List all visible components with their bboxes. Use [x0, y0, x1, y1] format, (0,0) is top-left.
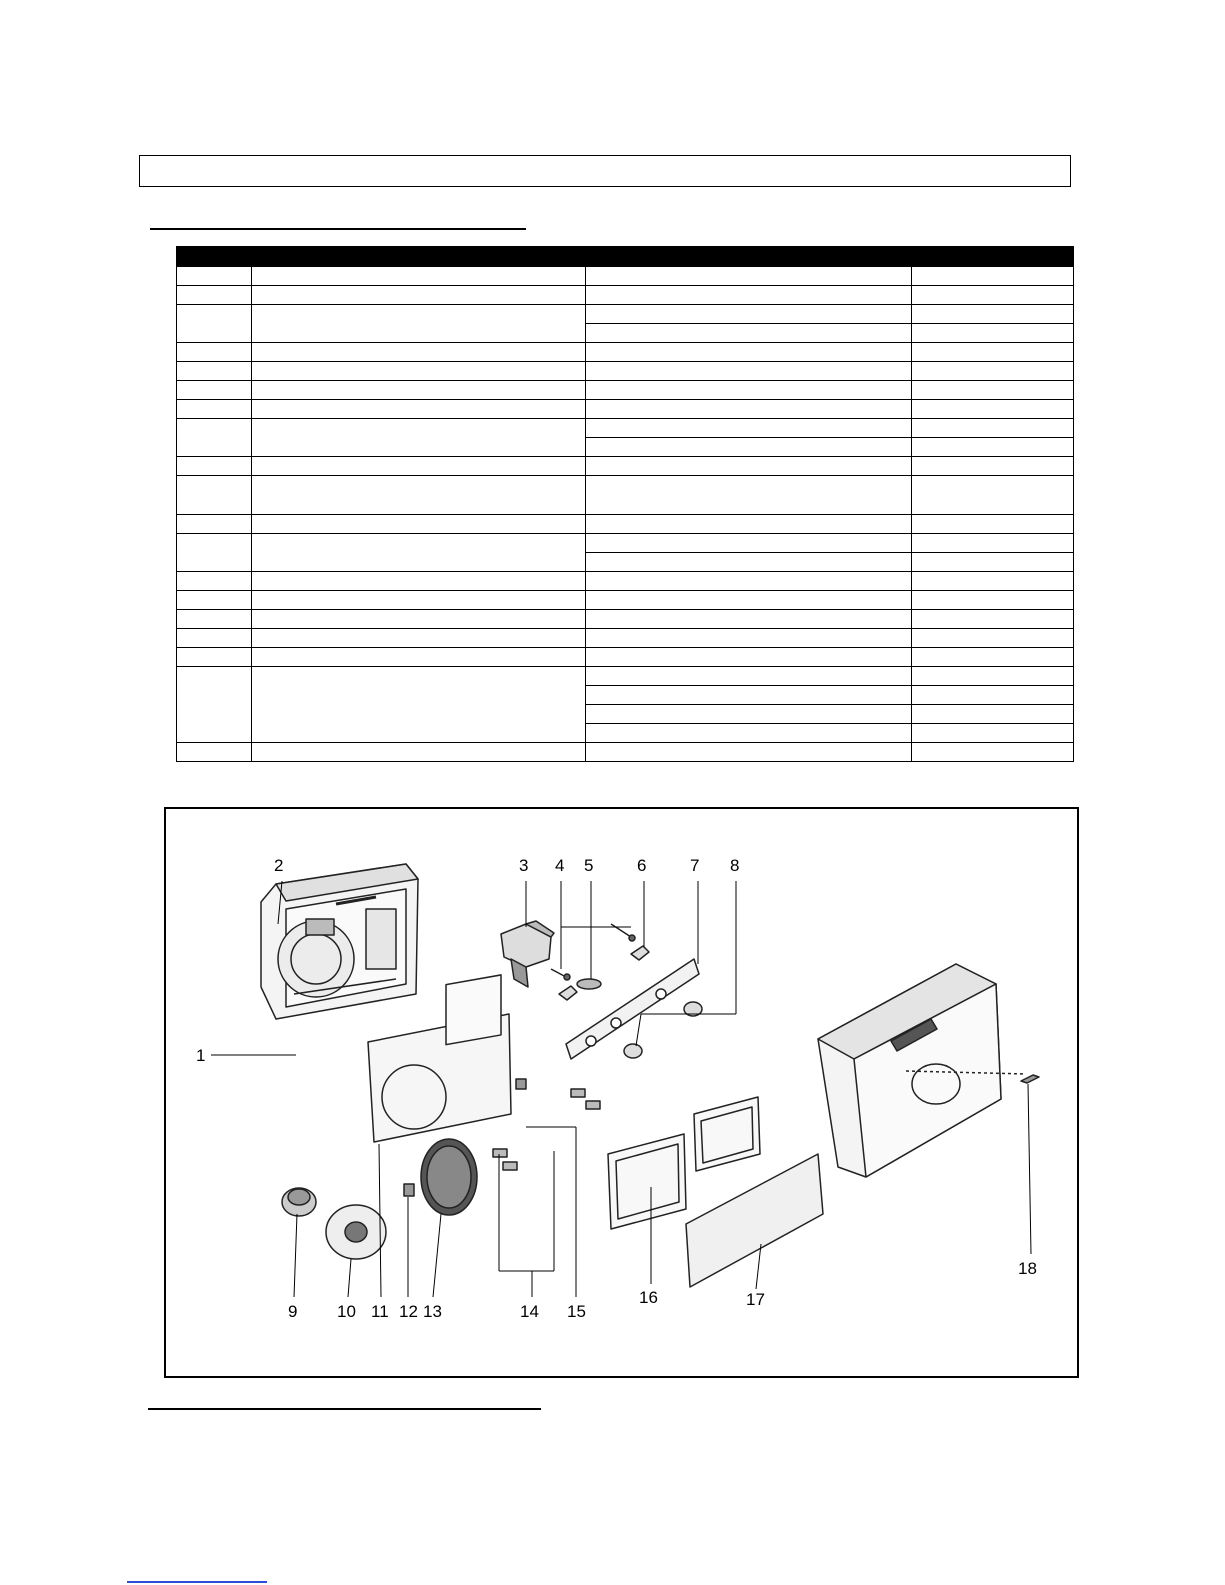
screws-and-brackets	[551, 924, 649, 1000]
cell-name	[252, 629, 586, 648]
table-row	[177, 286, 1074, 305]
exploded-view-drawing	[166, 809, 1077, 1376]
table-row	[177, 648, 1074, 667]
cell-code	[586, 476, 912, 515]
cell-name	[252, 743, 586, 762]
table-row	[177, 743, 1074, 762]
table-row	[177, 572, 1074, 591]
cell-name	[252, 419, 586, 457]
callout-2: 2	[274, 856, 284, 875]
cell-qty	[912, 343, 1074, 362]
callout-13: 13	[423, 1302, 442, 1321]
round-filter-part	[421, 1139, 477, 1215]
callout-9: 9	[288, 1302, 298, 1321]
table-row	[177, 419, 1074, 438]
cell-code	[586, 743, 912, 762]
cell-qty	[912, 705, 1074, 724]
callout-6: 6	[637, 856, 647, 875]
cell-name	[252, 591, 586, 610]
callout-17: 17	[746, 1290, 765, 1309]
cell-qty	[912, 553, 1074, 572]
section-rule-bottom	[148, 1408, 541, 1410]
cell-qty	[912, 629, 1074, 648]
cell-code	[586, 515, 912, 534]
cell-name	[252, 610, 586, 629]
table-header-qty	[912, 247, 1074, 267]
cell-no	[177, 419, 252, 457]
callout-12: 12	[399, 1302, 418, 1321]
cell-qty	[912, 400, 1074, 419]
cell-name	[252, 515, 586, 534]
parts-list-table	[176, 246, 1074, 762]
exploded-view-diagram	[164, 807, 1079, 1378]
cell-code	[586, 362, 912, 381]
cell-code	[586, 438, 912, 457]
callout-5: 5	[584, 856, 594, 875]
table-row	[177, 629, 1074, 648]
callout-4: 4	[555, 856, 565, 875]
callout-3: 3	[519, 856, 529, 875]
table-row	[177, 400, 1074, 419]
table-row	[177, 343, 1074, 362]
cell-qty	[912, 457, 1074, 476]
callout-15: 15	[567, 1302, 586, 1321]
cell-qty	[912, 648, 1074, 667]
cell-no	[177, 457, 252, 476]
cell-qty	[912, 362, 1074, 381]
cell-code	[586, 572, 912, 591]
table-row	[177, 476, 1074, 515]
cell-name	[252, 286, 586, 305]
cell-code	[586, 534, 912, 553]
cell-code	[586, 419, 912, 438]
cell-code	[586, 381, 912, 400]
cell-code	[586, 610, 912, 629]
cell-code	[586, 629, 912, 648]
motor-part	[282, 1188, 316, 1216]
cell-no	[177, 305, 252, 343]
cell-name	[252, 667, 586, 743]
callout-8: 8	[730, 856, 740, 875]
cell-qty	[912, 267, 1074, 286]
cell-name	[252, 534, 586, 572]
cell-qty	[912, 305, 1074, 324]
cell-no	[177, 476, 252, 515]
cell-code	[586, 591, 912, 610]
cell-no	[177, 534, 252, 572]
cell-code	[586, 400, 912, 419]
cell-qty	[912, 515, 1074, 534]
cell-name	[252, 572, 586, 591]
callout-16: 16	[639, 1288, 658, 1307]
cell-no	[177, 343, 252, 362]
cell-no	[177, 648, 252, 667]
hood-body-left	[261, 864, 418, 1019]
front-panel-part	[686, 1154, 823, 1287]
cell-no	[177, 362, 252, 381]
cell-no	[177, 591, 252, 610]
cell-name	[252, 343, 586, 362]
cell-no	[177, 629, 252, 648]
cell-qty	[912, 686, 1074, 705]
cell-code	[586, 648, 912, 667]
cell-no	[177, 267, 252, 286]
cell-qty	[912, 591, 1074, 610]
table-header-code	[586, 247, 912, 267]
cell-name	[252, 362, 586, 381]
cell-code	[586, 343, 912, 362]
cell-name	[252, 648, 586, 667]
cell-qty	[912, 381, 1074, 400]
cell-no	[177, 400, 252, 419]
callout-18: 18	[1018, 1259, 1037, 1278]
motor-housing-part	[501, 921, 554, 987]
cell-code	[586, 667, 912, 686]
cell-code	[586, 305, 912, 324]
callout-11: 11	[371, 1302, 389, 1321]
cell-no	[177, 667, 252, 743]
callout-14: 14	[520, 1302, 539, 1321]
cell-name	[252, 267, 586, 286]
table-row	[177, 457, 1074, 476]
table-row	[177, 667, 1074, 686]
cell-code	[586, 286, 912, 305]
inner-frame-panel	[368, 975, 511, 1142]
table-row	[177, 610, 1074, 629]
callout-10: 10	[337, 1302, 356, 1321]
cell-code	[586, 553, 912, 572]
table-header-row	[177, 247, 1074, 267]
cell-no	[177, 515, 252, 534]
table-row	[177, 267, 1074, 286]
footer-link-underline[interactable]	[127, 1581, 267, 1583]
cell-no	[177, 743, 252, 762]
cell-qty	[912, 667, 1074, 686]
table-row	[177, 305, 1074, 324]
document-title-box	[139, 155, 1071, 187]
table-header-name	[252, 247, 586, 267]
cell-qty	[912, 610, 1074, 629]
cell-code	[586, 705, 912, 724]
hood-assembled-right	[818, 964, 1039, 1177]
table-row	[177, 515, 1074, 534]
cell-qty	[912, 324, 1074, 343]
cell-name	[252, 400, 586, 419]
cell-no	[177, 381, 252, 400]
cell-code	[586, 324, 912, 343]
cell-qty	[912, 438, 1074, 457]
cell-code	[586, 267, 912, 286]
callout-7: 7	[690, 856, 700, 875]
section-rule-top	[150, 228, 526, 230]
cell-qty	[912, 743, 1074, 762]
cell-no	[177, 572, 252, 591]
cell-code	[586, 457, 912, 476]
cell-qty	[912, 476, 1074, 515]
fan-wheel-part	[326, 1205, 386, 1259]
cell-qty	[912, 572, 1074, 591]
table-row	[177, 591, 1074, 610]
table-row	[177, 362, 1074, 381]
cell-no	[177, 610, 252, 629]
cell-qty	[912, 724, 1074, 743]
cell-qty	[912, 286, 1074, 305]
cell-no	[177, 286, 252, 305]
cell-name	[252, 476, 586, 515]
table-row	[177, 534, 1074, 553]
cell-qty	[912, 534, 1074, 553]
table-header-no	[177, 247, 252, 267]
table-row	[177, 381, 1074, 400]
cell-name	[252, 457, 586, 476]
cell-qty	[912, 419, 1074, 438]
cell-name	[252, 381, 586, 400]
cell-code	[586, 686, 912, 705]
cell-name	[252, 305, 586, 343]
cell-code	[586, 724, 912, 743]
callout-1: 1	[196, 1046, 206, 1065]
